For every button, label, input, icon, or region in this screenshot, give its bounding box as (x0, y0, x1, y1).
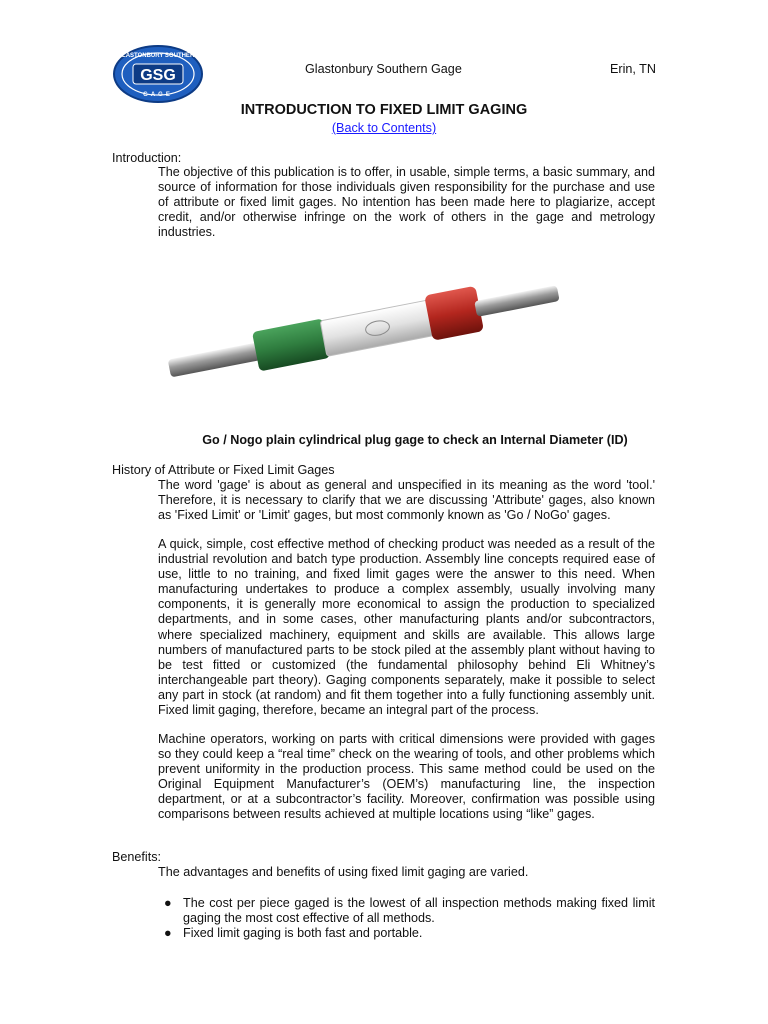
history-label: History of Attribute or Fixed Limit Gages (112, 463, 335, 477)
logo-text-center: GSG (140, 67, 176, 84)
history-text-1: The word 'gage' is about as general and unspecified in its meaning as the word 'tool.' Therefore, it is necessary to clarify that we are discussing 'Attribute' gages, also known as 'Fixed Limit' or 'Limit' gages, but most commonly known as 'Go / NoGo' gages. (158, 478, 655, 523)
benefits-intro-text: The advantages and benefits of using fixed limit gaging are varied. (158, 865, 529, 879)
company-logo (112, 44, 204, 104)
list-item (158, 896, 655, 926)
introduction-paragraph (158, 165, 655, 240)
logo-text-bottom: GAGE (143, 92, 173, 98)
figure-caption: Go / Nogo plain cylindrical plug gage to check an Internal Diameter (ID) (202, 433, 628, 447)
nogo-pin (474, 285, 560, 317)
benefits-list (158, 896, 655, 941)
history-paragraph-1 (158, 478, 655, 523)
benefits-intro (158, 865, 655, 880)
go-pin (168, 342, 262, 377)
nogo-end-collar (424, 286, 484, 341)
gage-handle (320, 300, 435, 356)
logo-text-top: GLASTONBURY SOUTHERN (117, 53, 199, 59)
go-end-collar (252, 318, 330, 371)
bullet-icon: ● (164, 896, 172, 910)
history-paragraph-2 (158, 537, 655, 718)
introduction-text: The objective of this publication is to offer, in usable, simple terms, a basic summary, and source of information for those individuals given responsibility for the purchase and use of attribute or fixed limit gages. No intention has been made here to plagiarize, accept credit, and/or otherwise infringe on the work of others in the gage and metrology industries. (158, 165, 655, 240)
introduction-label: Introduction: (112, 151, 182, 165)
benefit-text-1: The cost per piece gaged is the lowest of all inspection methods making fixed limit gaging the most cost effective of all methods. (183, 896, 655, 926)
header-company-name: Glastonbury Southern Gage (305, 62, 462, 76)
back-to-contents-link[interactable]: (Back to Contents) (331, 121, 437, 135)
plug-gage-image (158, 272, 568, 392)
history-paragraph-3 (158, 732, 655, 823)
bullet-icon: ● (164, 926, 172, 941)
history-text-3: Machine operators, working on parts with critical dimensions were provided with gages so they could keep a “real time” check on the wearing of tools, and other problems which prevent uniformity in the production process. This same method could be used on the Original Equipment Manufacturer’s (OEM’s) manufacturing line, the inspection department, or at a subcontractor’s facility. Moreover, confirmation was possible using comparisons between results achieved at multiple locations using “like” gages. (158, 732, 655, 822)
history-text-2: A quick, simple, cost effective method of checking product was needed as a result of the industrial revolution and batch type production. Assembly line concepts required ease of use, little to no training, and fixed limit gages were the answer to this need. When manufacturing undertakes to produce a complex assembly, usually involving many components, it is generally more economical to assign the production to specialized departments, and in some cases, other manufacturing plants and/or subcontractors, where specialized machinery, equipment and skills are available. This allows large numbers of manufactured parts to be stock piled at the assembly plant without having to be test fitted or customized (the fundamental philosophy behind Eli Whitney’s interchangeable part theory). Gaging components separately, make it possible to select any part in stock (at random) and fit them together into a fully functioning assembly unit. Fixed limit gaging, therefore, became an integral part of the process. (158, 537, 655, 718)
page-title: INTRODUCTION TO FIXED LIMIT GAGING (240, 102, 528, 118)
benefit-text-2: Fixed limit gaging is both fast and portable. (183, 926, 423, 941)
list-item (158, 926, 655, 941)
benefits-label: Benefits: (112, 850, 162, 864)
header-location: Erin, TN (610, 62, 656, 76)
